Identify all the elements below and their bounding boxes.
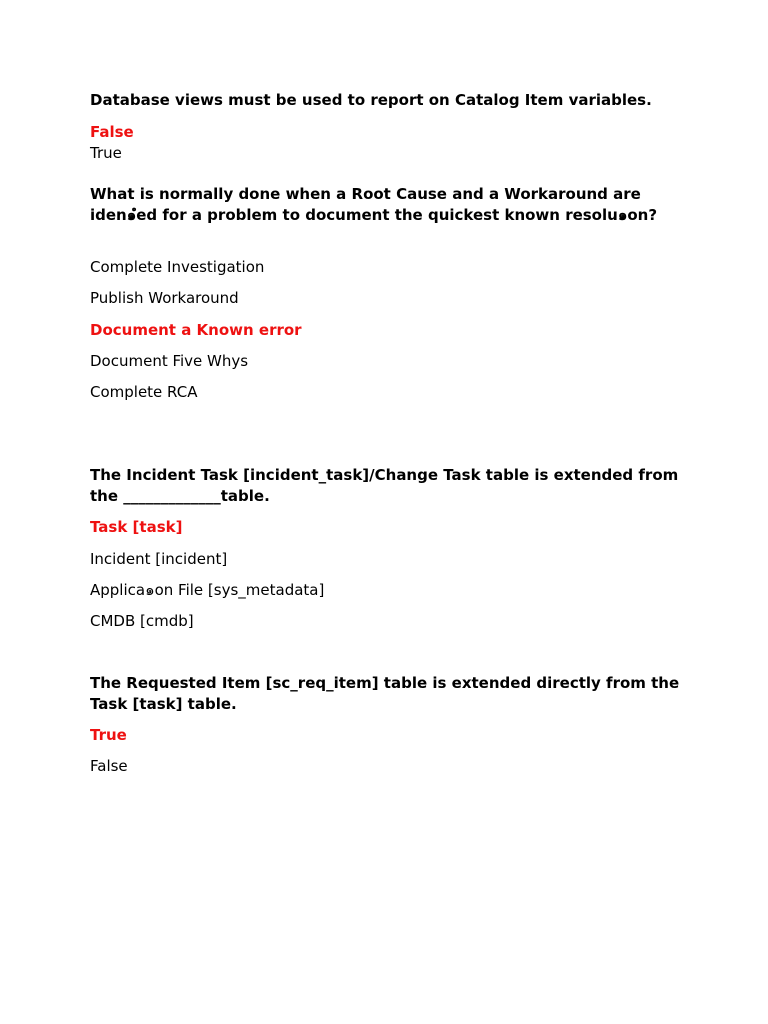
question-3-option-1: Task [task] bbox=[90, 518, 183, 536]
question-1-option-2: True bbox=[90, 144, 122, 162]
question-3-option-3: Applica๑on File [sys_metadata] bbox=[90, 581, 325, 599]
question-2-option-2: Publish Workaround bbox=[90, 289, 239, 307]
question-4-option-2: False bbox=[90, 757, 128, 775]
question-1-option-1: False bbox=[90, 123, 134, 141]
question-2-option-3: Document a Known error bbox=[90, 321, 302, 339]
question-3: The Incident Task [incident_task]/Change Task table is extended from the _____________table. bbox=[90, 466, 679, 505]
question-2: What is normally done when a Root Cause and a Workaround are iden๑ํed for a problem to document the quickest known resolu๑on? bbox=[90, 185, 658, 224]
document-page bbox=[90, 0, 690, 1024]
question-3-option-2: Incident [incident] bbox=[90, 550, 228, 568]
question-2-option-5: Complete RCA bbox=[90, 383, 198, 401]
question-4-option-1: True bbox=[90, 726, 127, 744]
question-2-option-4: Document Five Whys bbox=[90, 352, 249, 370]
question-2-option-1: Complete Investigation bbox=[90, 258, 265, 276]
question-1: Database views must be used to report on Catalog Item variables. bbox=[90, 91, 652, 109]
question-3-option-4: CMDB [cmdb] bbox=[90, 612, 194, 630]
question-4: The Requested Item [sc_req_item] table is extended directly from the Task [task] table. bbox=[90, 674, 680, 713]
